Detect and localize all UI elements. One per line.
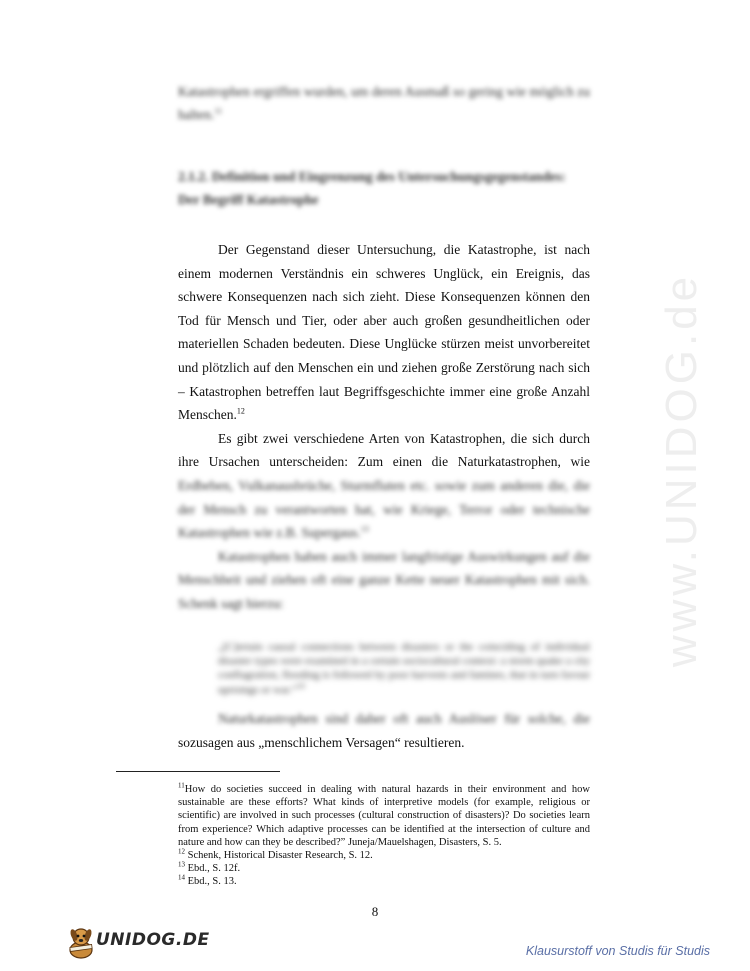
paragraph-text: Erdbeben, Vulkanausbrüche, Sturmfluten etc. sowie zum anderen die, die der Mensch zu verantworten hat, wie Kriege, Terror oder technische Katastrophen wie z.B. Supergaus.: [178, 477, 590, 541]
logo-text: UNIDOG.DE: [96, 930, 210, 950]
footnote: [178, 862, 590, 875]
footer-tagline: Klausurstoff von Studis für Studis: [525, 944, 710, 958]
footnote-ref: 13: [360, 524, 369, 534]
paragraph: Es gibt zwei verschiedene Arten von Katastrophen, die sich durch ihre Ursachen unterscheiden: Zum einen die Naturkatastrophen, wie: [178, 430, 590, 470]
footnote-number: 13: [178, 860, 185, 869]
watermark: www.UNIDOG.de: [657, 272, 706, 668]
dog-mascot-icon: [64, 924, 98, 960]
footnote: [178, 783, 590, 849]
footnote-text: Ebd., S. 13.: [185, 876, 237, 888]
section-heading: 2.1.2. Definition und Eingrenzung des Untersuchungsgegenstandes: Der Begriff Katastrophe: [178, 169, 566, 207]
page-number: 8: [371, 904, 379, 919]
footnote-ref: 14: [296, 680, 305, 690]
footnote-divider: [116, 771, 280, 772]
paragraph-blurred-line: Naturkatastrophen sind daher oft auch Auslöser für solche, die: [218, 711, 590, 726]
footnote-number: 11: [178, 781, 185, 790]
footnote-ref: 12: [236, 406, 245, 416]
footnote-number: 12: [178, 847, 185, 856]
footnote-text: Schenk, Historical Disaster Research, S. 12.: [185, 850, 373, 862]
footnote-ref: 11: [214, 106, 223, 116]
blurred-text: [178, 474, 590, 616]
footnote-text: Ebd., S. 12f.: [185, 863, 241, 875]
quote-text: „[C]ertain causal connections between disasters or the coinciding of individual disaster types were examined in a certain sociocultural context: a storm quake a city conflagration, flooding is followed by poor harvests and famines, that in turn favour uprisings or war.“: [218, 641, 590, 696]
footnote-number: 14: [178, 873, 185, 882]
closing-paragraph: [178, 707, 590, 754]
paragraph-fragment: [178, 80, 590, 126]
paragraph: [178, 238, 590, 427]
paragraph-text: Der Gegenstand dieser Untersuchung, die Katastrophe, ist nach einem modernen Verständnis ein schweres Unglück, ein Ereignis, das schwere Konsequenzen nach sich zieht. Diese Konsequenzen können den Tod für Mensch und Tier, oder aber auch großen gesundheitlichen oder materiellen Schaden bedeuten. Diese Unglücke stürzen meist unvorbereitet und plötzlich auf den Menschen ein und ziehen große Zerstörung nach sich – Katastrophen betreffen laut Begriffsgeschichte immer eine große Anzahl Menschen.: [178, 242, 590, 423]
footnote: [178, 849, 590, 862]
body-text: [178, 238, 590, 616]
unidog-logo: [64, 924, 210, 960]
paragraph-text: Katastrophen ergriffen wurden, um deren Ausmaß so gering wie möglich zu halten.: [178, 84, 590, 122]
paragraph: [178, 474, 590, 545]
paragraph: Katastrophen haben auch immer langfristige Auswirkungen auf die Menschheit und ziehen oft eine ganze Kette neuer Katastrophen mit sich. Schenk sagt hierzu:: [178, 548, 590, 611]
block-quote: [218, 640, 590, 697]
paragraph-line: sozusagen aus „menschlichem Versagen“ resultieren.: [178, 734, 465, 750]
footnote-text: How do societies succeed in dealing with natural hazards in their environment and how sustainable are these efforts? What kinds of interpretive models (for example, religious or scientific) are involved in such processes (cultural construction of disasters)? Do societies learn from experience? Which adaptive processes can be identified at the intersection of culture and nature and how can they be described?” Juneja/Mauelshagen, Disasters, S. 5.: [178, 784, 590, 848]
footnotes: [178, 783, 590, 889]
footnote: [178, 875, 590, 888]
